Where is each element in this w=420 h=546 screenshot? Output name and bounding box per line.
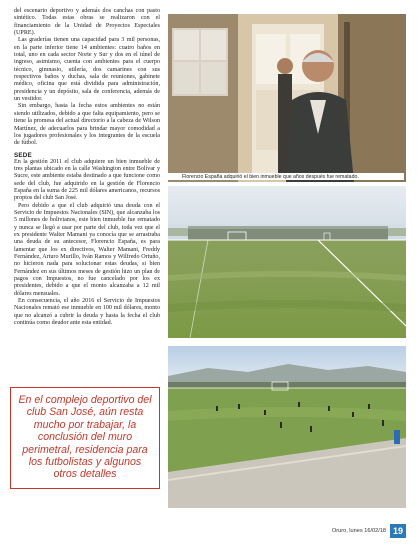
photo-portrait [168,14,406,182]
photo-stadium-field [168,186,406,338]
photo-caption: Florencio España adquirió el bien inmueble que años después fue rematado. [168,173,404,180]
section-title: SEDE [14,151,32,159]
article-paragraph: Las graderías tienen una capacidad para 3 mil personas, en la parte inferior tiene 14 ambientes: cuatro baños en total, uno en cada sector Norte y Sur y dos en el túnel de ingreso, asimismo, cuenta con ambientes para el cuerpo técnico, gimnasio, utilería, dos camarines con sus respectivos baños y duchas, sala de reuniones, gabinete médico, oficina que está dividida para administración, presidencia y un depósito, sala de conferencia, además de un vestidor. [14,37,160,103]
photo-practice-field [168,346,406,508]
article-paragraph: En consecuencia, el año 2016 el Servicio de Impuestos Nacionales remató ese inmueble en 100 mil dólares, monto que no alcanzó a cubrir la deuda y hasta la fecha el club continúa como deudor ante esta entidad. [14,298,160,327]
page-footer [332,524,406,538]
pull-quote-box [10,387,160,489]
article-paragraph: Pero debido a que el club adquirió una deuda con el Servicio de Impuestos Nacionales (SIN), que alcanzaba los 5 millones de bolivianos, este bien inmueble fue rematado y nunca se llegó a usar por parte del club, toda vez que el ex presidente Walter Mamani ya conocía que se arrastraba una deuda de su antecesor, Florencio España, es para lamentar que los ex directivos, Walter Mamani, Freddy Fernández, Arturo Murillo, Iván Ramos y Wilfredo Ortuño, no hicieron nada para solucionar estas deudas, si bien Fernández en sus últimos meses de gestión hizo un plan de pagos con Impuestos, no fue cancelado por los ex presidentes, debido a que el monto alcanzaba a 12 mil dólares mensuales. [14,202,160,297]
article-paragraph: En la gestión 2011 el club adquiere un bien inmueble de tres plantas ubicado en la calle Washington entre Bolívar y Sucre, este ambiente estaba destinado a que funcione como sede del club, fue adquirido en la gestión de Florencio España en la suma de 225 mil dólares americanos, recursos propios del club San José. [14,158,160,202]
edition-date: Oruro, lunes 16/02/18 [331,528,386,534]
article-column [14,8,160,327]
pull-quote-text: En el complejo deportivo del club San José, aún resta mucho por trabajar, la conclusión del muro perimetral, residencia para los futbolistas y algunos otros detalles [18,394,152,481]
page-number: 19 [390,524,406,538]
article-paragraph: del escenario deportivo y además dos canchas con pasto sintético. Todas estas obras se realizaron con el financiamiento de la Unidad de Proyectos Especiales (UPRE). [14,8,160,37]
article-paragraph: Sin embargo, hasta la fecha estos ambientes no están siendo utilizados, debido a que falta equipamiento, pero se tiene la promesa del actual directorio a la cabeza de Wilson Martínez, de adecuarlos para brindar mayor comodidad a los jugadores profesionales y los integrantes de la escuela de fútbol. [14,103,160,147]
